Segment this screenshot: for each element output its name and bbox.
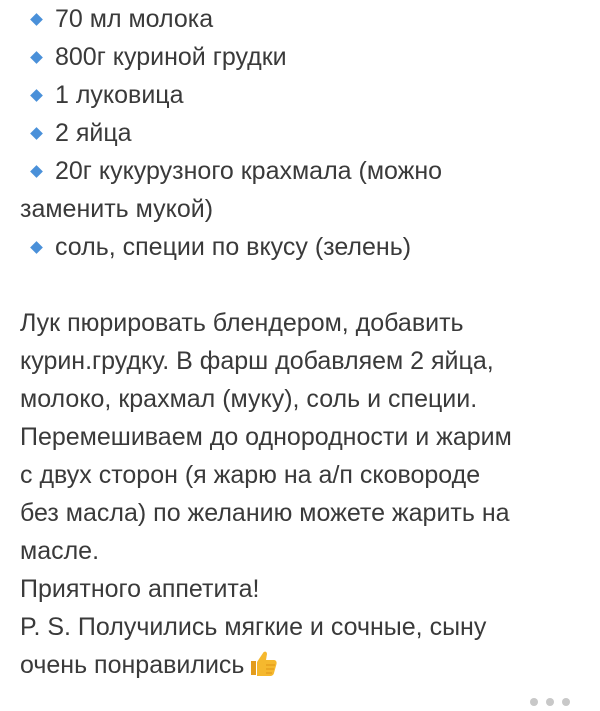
dot-icon [530, 698, 538, 706]
ingredient-text: 800г куриной грудки [55, 43, 287, 71]
list-item [20, 38, 572, 76]
ingredient-text-continued: заменить мукой) [20, 195, 214, 223]
text-line-with-emoji [20, 646, 580, 684]
diamond-bullet-icon [30, 13, 43, 26]
list-item [20, 152, 572, 228]
ingredient-list [20, 0, 600, 266]
text-line: очень понравились [20, 651, 245, 679]
diamond-bullet-icon [30, 165, 43, 178]
diamond-bullet-icon [30, 241, 43, 254]
diamond-bullet-icon [30, 89, 43, 102]
closing-paragraph [20, 570, 580, 684]
list-item [20, 228, 572, 266]
text-line: без масла) по желанию можете жарить на [20, 499, 510, 527]
text-line: курин.грудку. В фарш добавляем 2 яйца, [20, 347, 494, 375]
dot-icon [546, 698, 554, 706]
diamond-bullet-icon [30, 51, 43, 64]
text-line: Лук пюрировать блендером, добавить [20, 309, 464, 337]
text-line: Перемешиваем до однородности и жарим [20, 423, 512, 451]
text-line: с двух сторон (я жарю на а/п сковороде [20, 461, 481, 489]
ingredient-text: 1 луковица [55, 81, 184, 109]
list-item [20, 114, 572, 152]
instructions-paragraph [20, 304, 580, 570]
text-line: масле. [20, 537, 100, 565]
list-item [20, 0, 572, 38]
ingredient-text: 2 яйца [55, 119, 132, 147]
ingredient-text: 20г кукурузного крахмала (можно [55, 157, 443, 185]
list-item [20, 76, 572, 114]
dot-icon [562, 698, 570, 706]
reaction-dots [522, 693, 582, 703]
text-line: P. S. Получились мягкие и сочные, сыну [20, 613, 487, 641]
ingredient-text: 70 мл молока [55, 5, 214, 33]
text-line: молоко, крахмал (муку), соль и специи. [20, 385, 478, 413]
paragraph-gap [20, 266, 600, 304]
ingredient-text: соль, специи по вкусу (зелень) [55, 233, 412, 261]
diamond-bullet-icon [30, 127, 43, 140]
thumbs-up-icon [248, 649, 278, 677]
greeting-line: Приятного аппетита! [20, 575, 260, 603]
